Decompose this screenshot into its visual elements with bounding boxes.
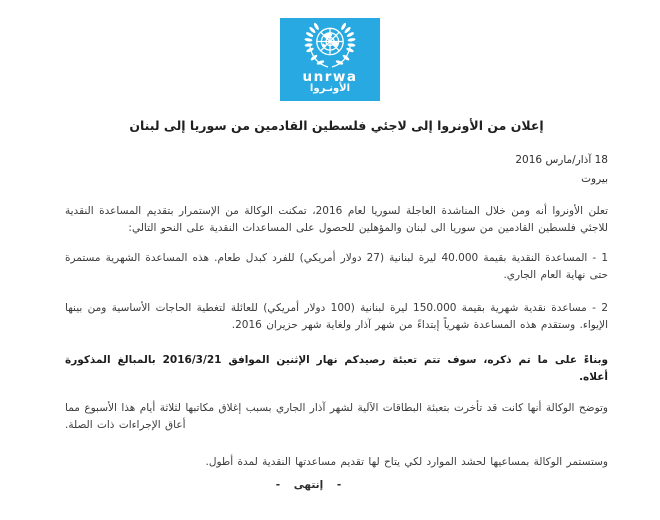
paragraph-item-2: 2 - مساعدة نقدية شهرية بقيمة 150.000 ليرة لبنانية (100 دولار أمريكي) للعائلة لتغطية الحاجات الأساسية ومن بينها الإيواء. وستقدم هذه المساعدة شهرياً إبتداءً من شهر آذار ولغاية شهر حزيران 2016.: [65, 302, 608, 331]
letter-meta: [0, 151, 660, 189]
paragraph-notice-bold: وبناءً على ما تم ذكره، سوف تتم تعبئة رصيدكم نهار الإثنين الموافق 2016/3/21 بالمبالغ المذكورة أعلاه.: [65, 354, 608, 383]
paragraph-item-1: 1 - المساعدة النقدية بقيمة 40.000 ليرة لبنانية (27 دولار أمريكي) للفرد كبدل طعام. هذه المساعدة الشهرية مستمرة حتى نهاية العام الجاري.: [65, 252, 608, 281]
letter-city: بيروت: [581, 173, 608, 185]
logo-latin-text: unrwa: [302, 69, 358, 85]
letter-body: [0, 203, 660, 493]
unrwa-logo: [280, 18, 380, 101]
letter-date: 18 آذار/مارس 2016: [515, 154, 608, 166]
paragraph-intro: تعلن الأونروا أنه ومن خلال المناشدة العاجلة لسوريا لعام 2016، تمكنت الوكالة من الإستمرار بتقديم المساعدة النقدية للاجئي فلسطين القادمين من سوريا الى لبنان والمؤهلين للحصول على المساعدات النقدية على النحو التالي:: [65, 205, 608, 234]
paragraph-closing: وستستمر الوكالة بمساعيها لحشد الموارد لكي يتاح لها تقديم مساعدتها النقدية لمدة أطول.: [205, 456, 608, 468]
paragraph-delay: وتوضح الوكالة أنها كانت قد تأخرت بتعبئة البطاقات الآلية لشهر آذار الجاري بسبب إغلاق مكاتبها لثلاثة أيام هذا الأسبوع مما أعاق الإجراءات ذات الصلة.: [65, 402, 608, 431]
end-mark: - إنتهى -: [275, 479, 342, 491]
letter-title: إعلان من الأونروا إلى لاجئي فلسطين القادمين من سوريا إلى لبنان: [129, 118, 544, 133]
logo-arabic-text: الأونـروا: [309, 83, 351, 94]
un-emblem-icon: [298, 21, 362, 71]
